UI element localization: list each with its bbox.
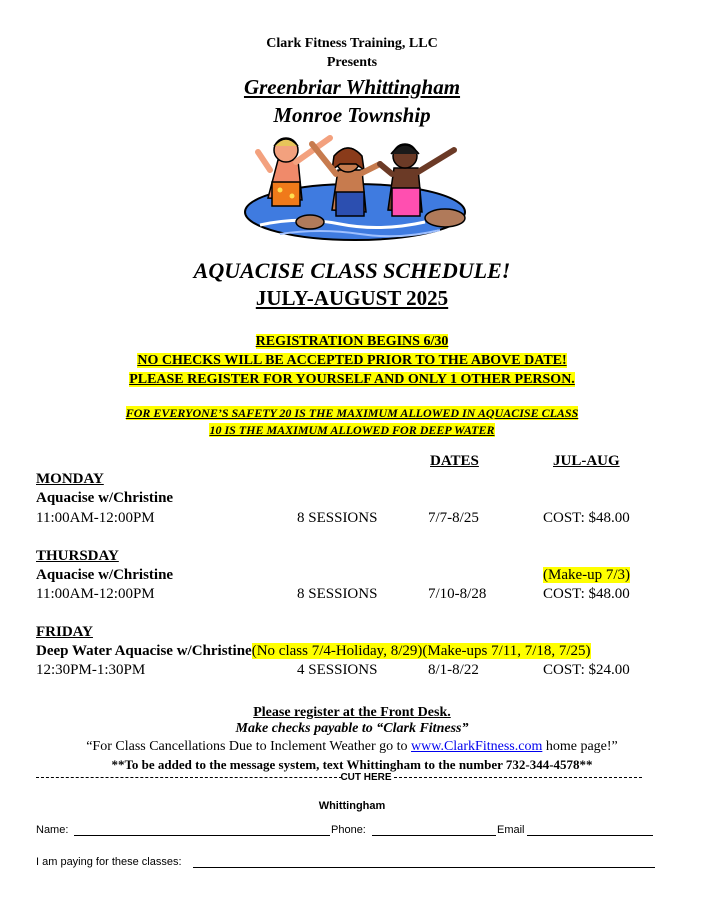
time-thursday: 11:00AM-12:00PM bbox=[36, 586, 155, 602]
cost-monday: COST: $48.00 bbox=[543, 510, 630, 526]
day-friday: FRIDAY bbox=[36, 624, 93, 640]
cut-line-right bbox=[394, 777, 642, 778]
dates-friday: 8/1-8/22 bbox=[428, 662, 479, 678]
cut-line-left bbox=[36, 777, 342, 778]
time-friday: 12:30PM-1:30PM bbox=[36, 662, 146, 678]
paying-field[interactable] bbox=[193, 867, 655, 868]
cost-friday: COST: $24.00 bbox=[543, 662, 630, 678]
notice-no-checks-wrap bbox=[0, 351, 704, 369]
dates-monday: 7/7-8/25 bbox=[428, 510, 479, 526]
cost-thursday: COST: $48.00 bbox=[543, 586, 630, 602]
weather-note bbox=[0, 739, 704, 755]
friday-class-line bbox=[36, 643, 591, 660]
safety-line-2: 10 IS THE MAXIMUM ALLOWED FOR DEEP WATER bbox=[209, 423, 495, 437]
phone-field[interactable] bbox=[372, 835, 496, 836]
weather-text-end: home page!” bbox=[542, 739, 618, 754]
checks-note: Make checks payable to “Clark Fitness” bbox=[235, 721, 469, 736]
venue-name: Greenbriar Whittingham bbox=[243, 75, 461, 99]
note-thursday-wrap bbox=[543, 567, 630, 584]
safety-line-1: FOR EVERYONE’S SAFETY 20 IS THE MAXIMUM ALLOWED IN AQUACISE CLASS bbox=[125, 406, 579, 420]
township-name: Monroe Township bbox=[273, 103, 431, 127]
day-monday: MONDAY bbox=[36, 471, 104, 487]
notice-no-checks: NO CHECKS WILL BE ACCEPTED PRIOR TO THE ABOVE DATE! bbox=[137, 353, 567, 368]
time-monday: 11:00AM-12:00PM bbox=[36, 510, 155, 526]
message-system-note: **To be added to the message system, text Whittingham to the number 732-344-4578** bbox=[111, 757, 593, 772]
dates-thursday: 7/10-8/28 bbox=[428, 586, 487, 602]
notice-registration-wrap bbox=[0, 332, 704, 350]
schedule-title: AQUACISE CLASS SCHEDULE! bbox=[193, 258, 511, 283]
register-note: Please register at the Front Desk. bbox=[253, 705, 451, 720]
name-field[interactable] bbox=[74, 835, 330, 836]
company-name: Clark Fitness Training, LLC bbox=[266, 36, 438, 51]
column-jul-aug: JUL-AUG bbox=[553, 453, 620, 469]
form-location: Whittingham bbox=[318, 800, 386, 812]
venue-wrap bbox=[0, 75, 704, 100]
cut-here-label: CUT HERE bbox=[340, 772, 392, 783]
schedule-period: JULY-AUGUST 2025 bbox=[255, 286, 449, 310]
notice-register-self: PLEASE REGISTER FOR YOURSELF AND ONLY 1 OTHER PERSON. bbox=[129, 372, 575, 387]
register-wrap bbox=[0, 703, 704, 721]
presents-label: Presents bbox=[326, 55, 378, 70]
period-wrap bbox=[0, 286, 704, 311]
safety-line-1-wrap bbox=[0, 404, 704, 422]
phone-label: Phone: bbox=[331, 824, 366, 836]
note-friday: (No class 7/4-Holiday, 8/29)(Make-ups 7/11, 7/18, 7/25) bbox=[251, 643, 591, 659]
notice-registration: REGISTRATION BEGINS 6/30 bbox=[255, 334, 449, 349]
paying-label: I am paying for these classes: bbox=[36, 856, 182, 868]
class-name-friday: Deep Water Aquacise w/Christine bbox=[36, 643, 252, 659]
sessions-monday: 8 SESSIONS bbox=[297, 510, 378, 526]
swimmers-illustration bbox=[240, 130, 470, 245]
sessions-thursday: 8 SESSIONS bbox=[297, 586, 378, 602]
email-field[interactable] bbox=[527, 835, 653, 836]
column-dates: DATES bbox=[430, 453, 479, 469]
note-thursday: (Make-up 7/3) bbox=[543, 567, 631, 583]
sessions-friday: 4 SESSIONS bbox=[297, 662, 378, 678]
safety-line-2-wrap bbox=[0, 421, 704, 439]
email-label: Email bbox=[497, 824, 525, 836]
name-label: Name: bbox=[36, 824, 69, 836]
class-name-monday: Aquacise w/Christine bbox=[36, 490, 174, 506]
day-thursday: THURSDAY bbox=[36, 548, 119, 564]
weather-text-start: “For Class Cancellations Due to Inclement Weather go to bbox=[86, 739, 412, 754]
class-name-thursday: Aquacise w/Christine bbox=[36, 567, 174, 583]
clarkfitness-link[interactable]: www.ClarkFitness.com bbox=[411, 739, 543, 754]
notice-register-self-wrap bbox=[0, 370, 704, 388]
